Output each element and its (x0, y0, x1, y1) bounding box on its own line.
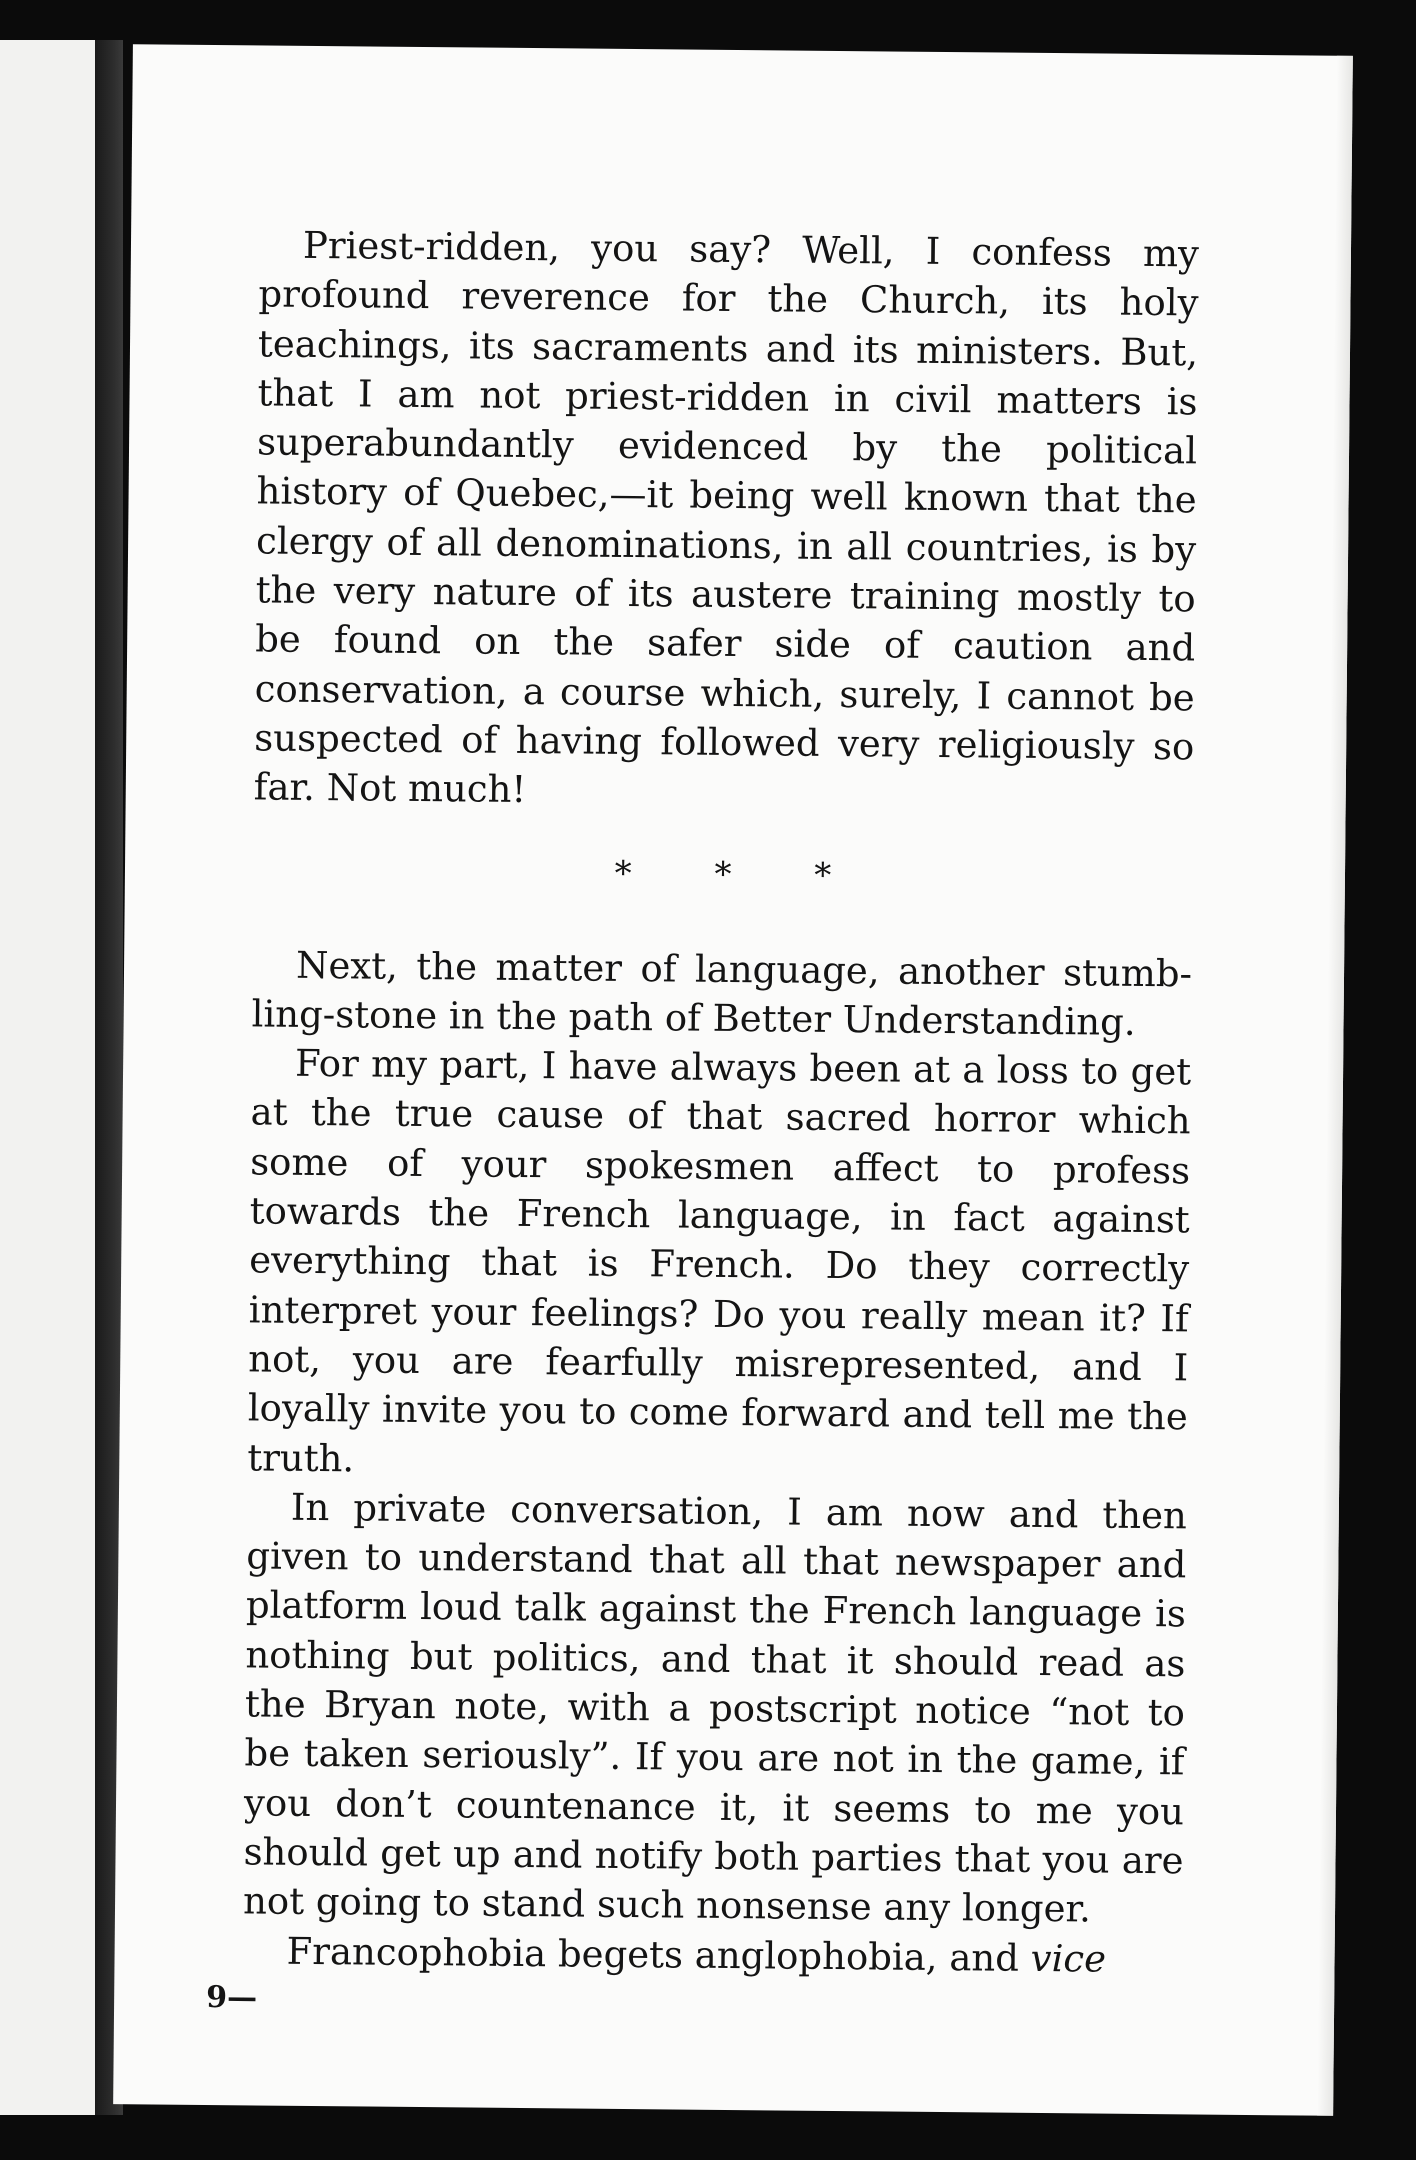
francophobia-text: Francophobia begets anglophobia, and (286, 1929, 1031, 1980)
paragraph-francophobia (242, 1926, 1182, 1984)
book-page (113, 44, 1353, 2116)
paragraph-sacred-horror: For my part, I have always been at a loss to get at the true cause of that sacred horror which some of your spokesmen affect to profess towards the French language, in fact against everything that is French. Do they correctly interpret your feelings? Do you really mean it? If not, you are fearfully misrepresented, and I loyally invite you to come forward and tell me the truth. (247, 1041, 1192, 1480)
francophobia-italic: vice (1030, 1936, 1107, 1981)
facing-page-edge (0, 40, 95, 2115)
page-text (242, 220, 1199, 1984)
page-number: 9— (206, 1979, 258, 2016)
page-right-edge (1317, 56, 1353, 2116)
paragraph-private-conversation: In private conversation, I am now and then given to understand that all that newspaper and platform loud talk against the French language is nothing but politics, and that it should read as the Bryan note, with a postscript notice “not to be taken seriously”. If you are not in the game, if you don’t countenance it, it seems to me you should get up and notify both parties that you are not going to stand such nonsense any longer. (242, 1485, 1188, 1931)
section-break: * * * (614, 853, 868, 896)
paragraph-language: Next, the matter of language, another stumbling-stone in the path of Better Understanding. (251, 943, 1193, 1044)
paragraph-priest-ridden: Priest-ridden, you say? Well, I confess my profound reverence for the Church, its holy teachings, its sacraments and its ministers. But, that I am not priest-ridden in civil matters is superabundantly evidenced by the political history of Quebec,—it being well known that the clergy of all denominations, in all countries, is by the very nature of its austere training mostly to be found on the safer side of caution and conservation, a course which, surely, I cannot be suspected of having followed very religiously so far. Not much! (253, 223, 1200, 812)
